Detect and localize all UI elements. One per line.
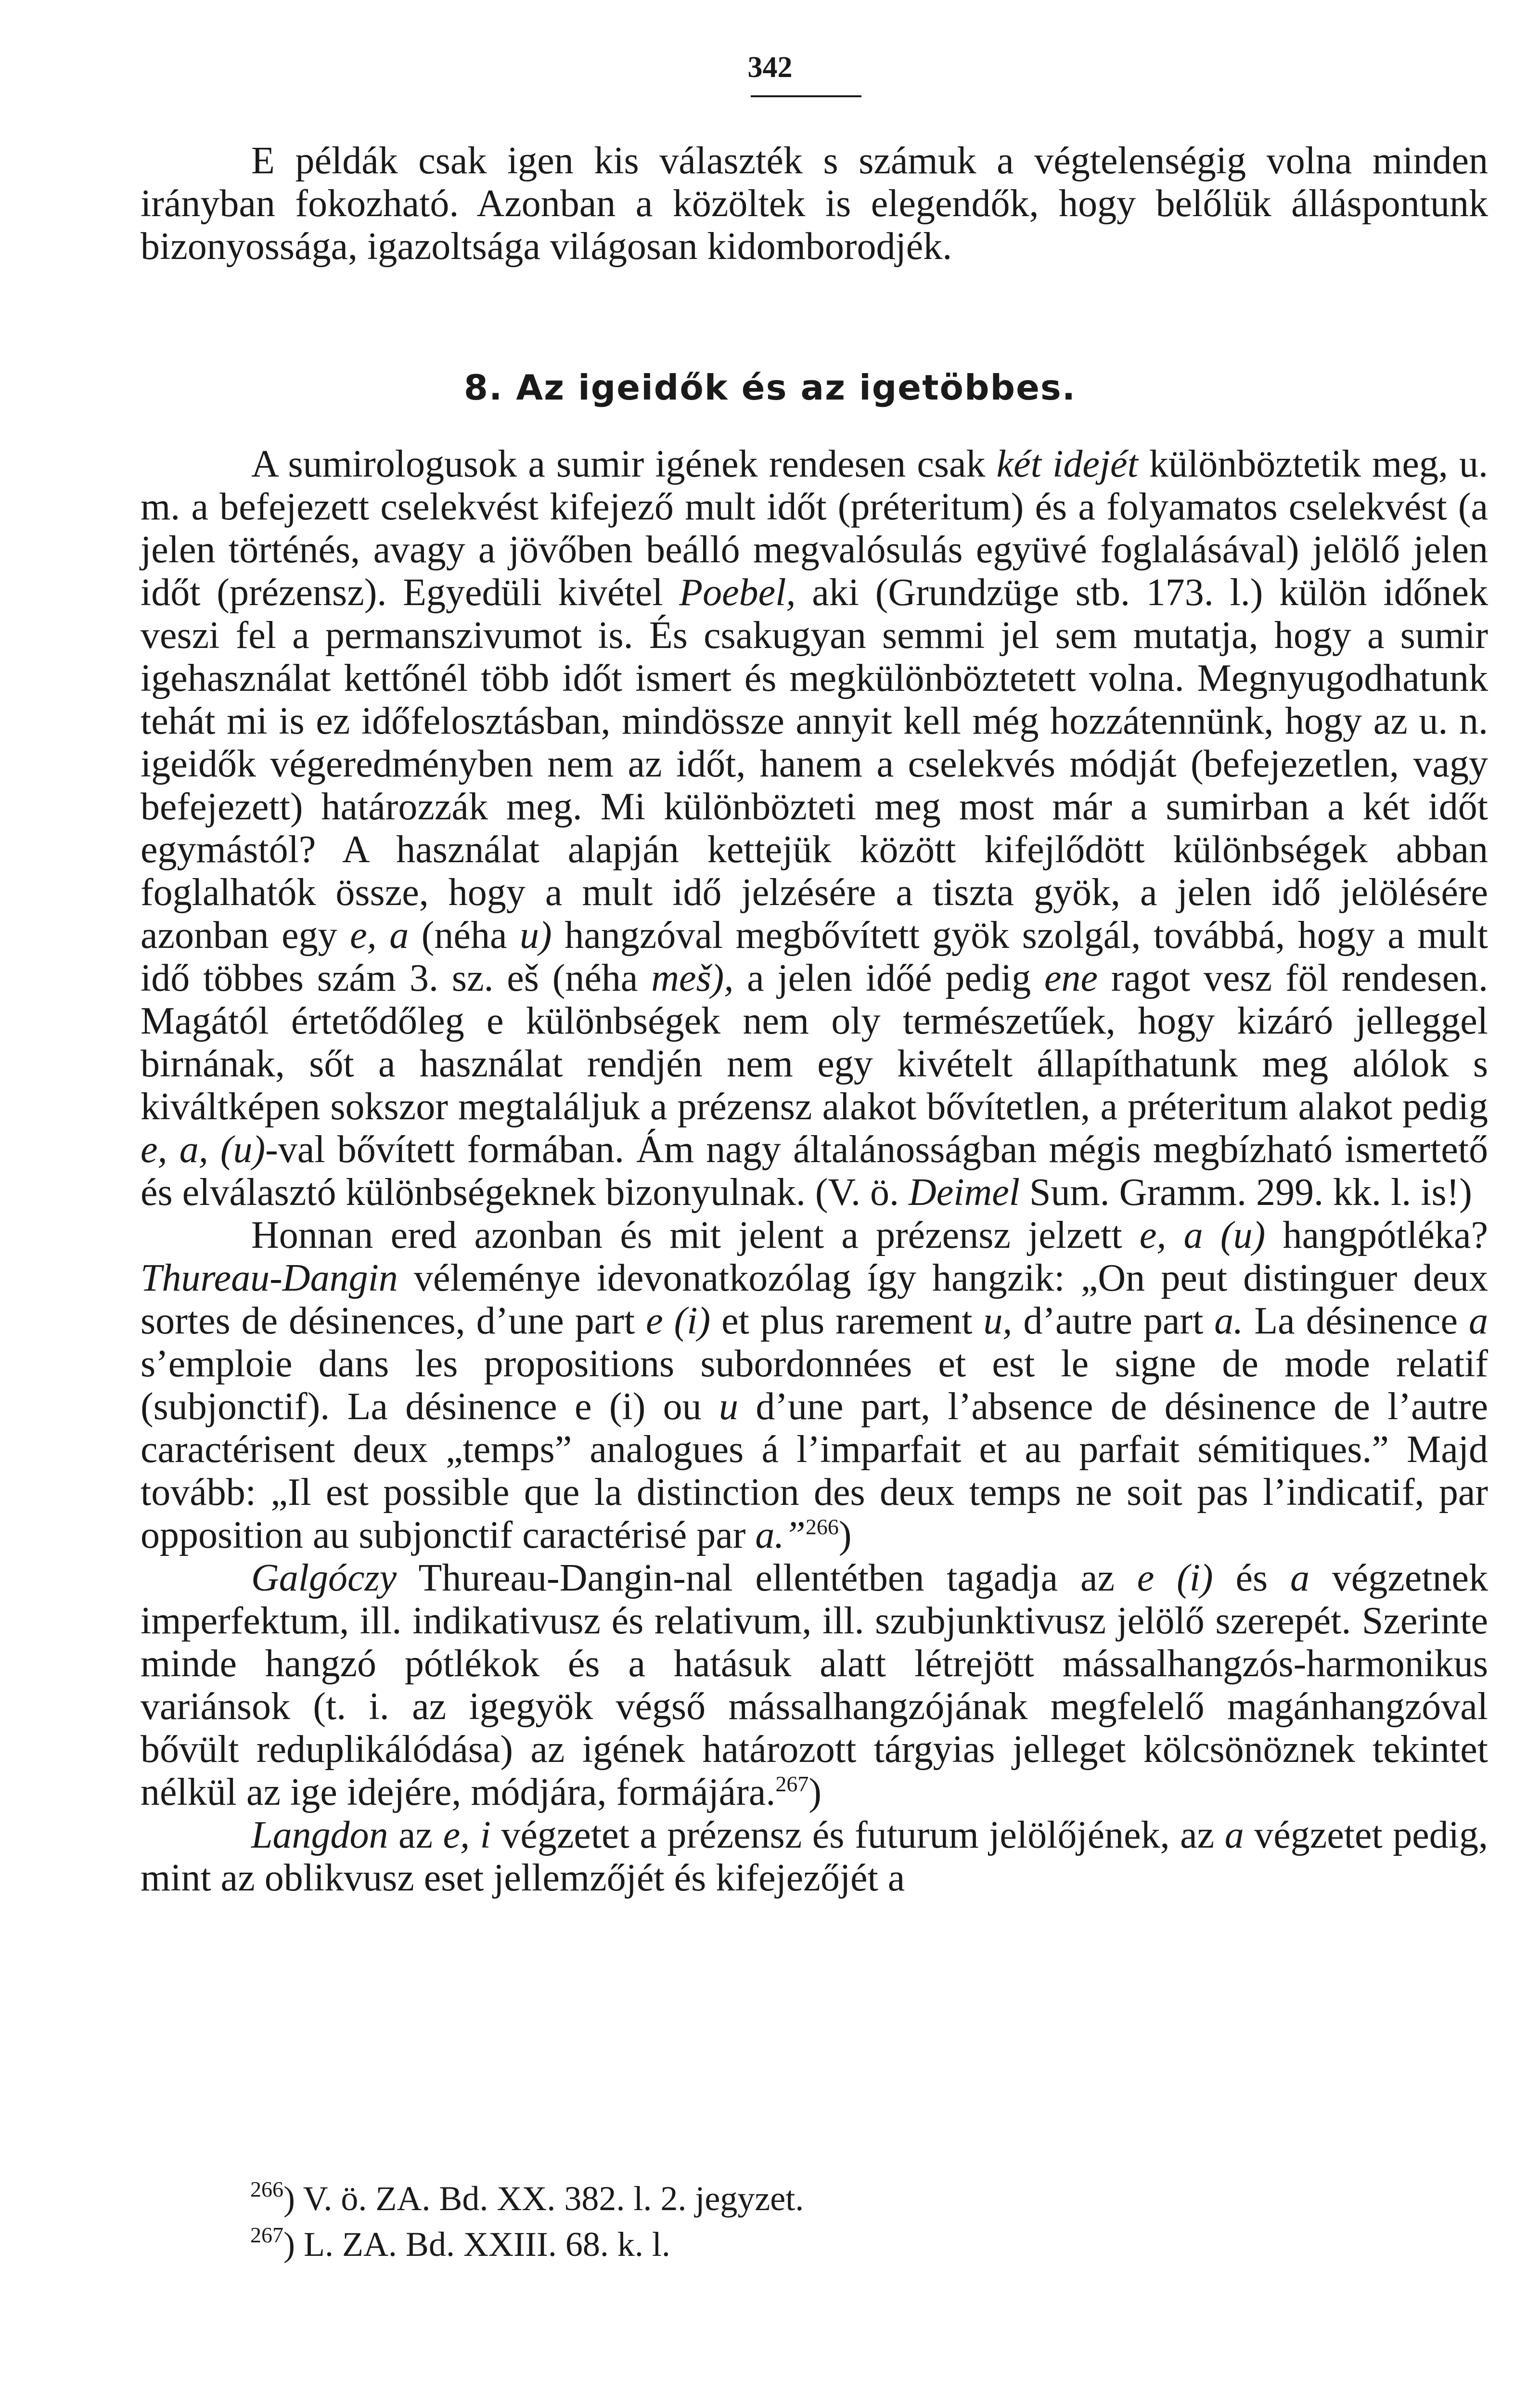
paragraph-1: E példák csak igen kis választék s számuk a végtelenségig volna minden irányban fokozható. Azonban a közöltek is elegendők, hogy belőlük álláspontunk bizonyossága, igazoltsága világosan kidomborodjék. <box>141 140 1488 268</box>
paragraph-4: Galgóczy Thureau-Dangin-nal ellentétben tagadja az e (i) és a végzetnek imperfektum, ill. indikativusz és relativum, ill. szubjunktivusz jelölő szerepét. Szerinte minde hangzó pótlékok és a hatásuk alatt létrejött mássalhangzós-harmonikus variánsok (t. i. az igegyök végső mássalhangzójának megfelelő magánhangzóval bővült reduplikálódása) az igének határozott tárgyias jelleget kölcsönöznek tekintet nélkül az ige idejére, módjára, formájára.$^{267}$) <box>141 1557 1489 1813</box>
section-heading: 8. Az igeidők és az igetöbbes. <box>463 367 1077 408</box>
paragraph-2: A sumirologusok a sumir igének rendesen csak két idejét különböztetik meg, u. m. a befejezett cselekvést kifejező mult időt (préteritum) és a folyamatos cselekvést (a jelen történés, avagy a jövőben beálló megvalósulás együvé foglalásával) jelölő jelen időt (prézensz). Egyedüli kivétel Poebel, aki (Grundzüge stb. 173. l.) külön időnek veszi fel a permanszivumot is. És csakugyan semmi jel sem mutatja, hogy a sumir igehasználat kettőnél több időt ismert és megkülönböztetett volna. Megnyugodhatunk tehát mi is ez időfelosztásban, mindössze annyit kell még hozzátennünk, hogy az u. n. igeidők végeredményben nem az időt, hanem a cselekvés módját (befejezetlen, vagy befejezett) határozzák meg. Mi különbözteti meg most már a sumirban a két időt egymástól? A használat alapján kettejük között kifejlődött különbségek abban foglalhatók össze, hogy a mult idő jelzésére a tiszta gyök, a jelen idő jelölésére azonban egy e, a (néha u) hangzóval megbővített gyök szolgál, továbbá, hogy a mult idő többes szám 3. sz. eš (néha meš), a jelen időé pedig ene ragot vesz föl rendesen. Magától értetődőleg e különbségek nem oly természetűek, hogy kizáró jelleggel birnának, sőt a használat rendjén nem egy kivételt állapíthatunk meg alólok s kiváltképen sokszor megtaláljuk a prézensz alakot bővítetlen, a préteritum alakot pedig e, a, (u)-val bővített formában. Ám nagy általánosságban mégis megbízható ismertető és elválasztó különbségeknek bizonyulnak. (V. ö. Deimel Sum. Gramm. 299. kk. l. is!) <box>141 443 1489 1214</box>
footnote-ref-266: 266 <box>805 1514 839 1539</box>
paragraph-5: Langdon az e, i végzetet a prézensz és futurum jelölőjének, az a végzetet pedig, mint az oblikvusz eset jellemzőjét és kifejezőjét a <box>141 1814 1488 1899</box>
footnote-267: $^{267}$) L. ZA. Bd. XXIII. 68. k. l. <box>250 2223 670 2264</box>
page-number: 342 <box>747 51 793 84</box>
paragraph-3: Honnan ered azonban és mit jelent a prézensz jelzett e, a (u) hangpótléka? Thureau-Dangin véleménye idevonatkozólag így hangzik: „On peut distinguer deux sortes de désinences, d’une part e (i) et plus rarement u, d’autre part a. La désinence a s’emploie dans les propositions subordonnées et est le signe de mode relatif (subjonctif). La désinence e (i) ou u d’une part, l’absence de désinence de l’autre caractérisent deux „temps” analogues á l’imparfait et au parfait sémitiques.” Majd tovább: „Il est possible que la distinction des deux temps ne soit pas l’indicatif, par opposition au subjonctif caractérisé par a.”$^{266}$) <box>141 1214 1488 1556</box>
footnote-ref-267: 267 <box>775 1772 809 1796</box>
paragraph-1-block <box>141 140 1488 268</box>
footnotes <box>250 2176 1453 2267</box>
page-number-underline <box>751 95 861 97</box>
footnote-266: $^{266}$) V. ö. ZA. Bd. XX. 382. l. 2. jegyzet. <box>250 2177 804 2218</box>
main-body-text <box>141 443 1488 1900</box>
